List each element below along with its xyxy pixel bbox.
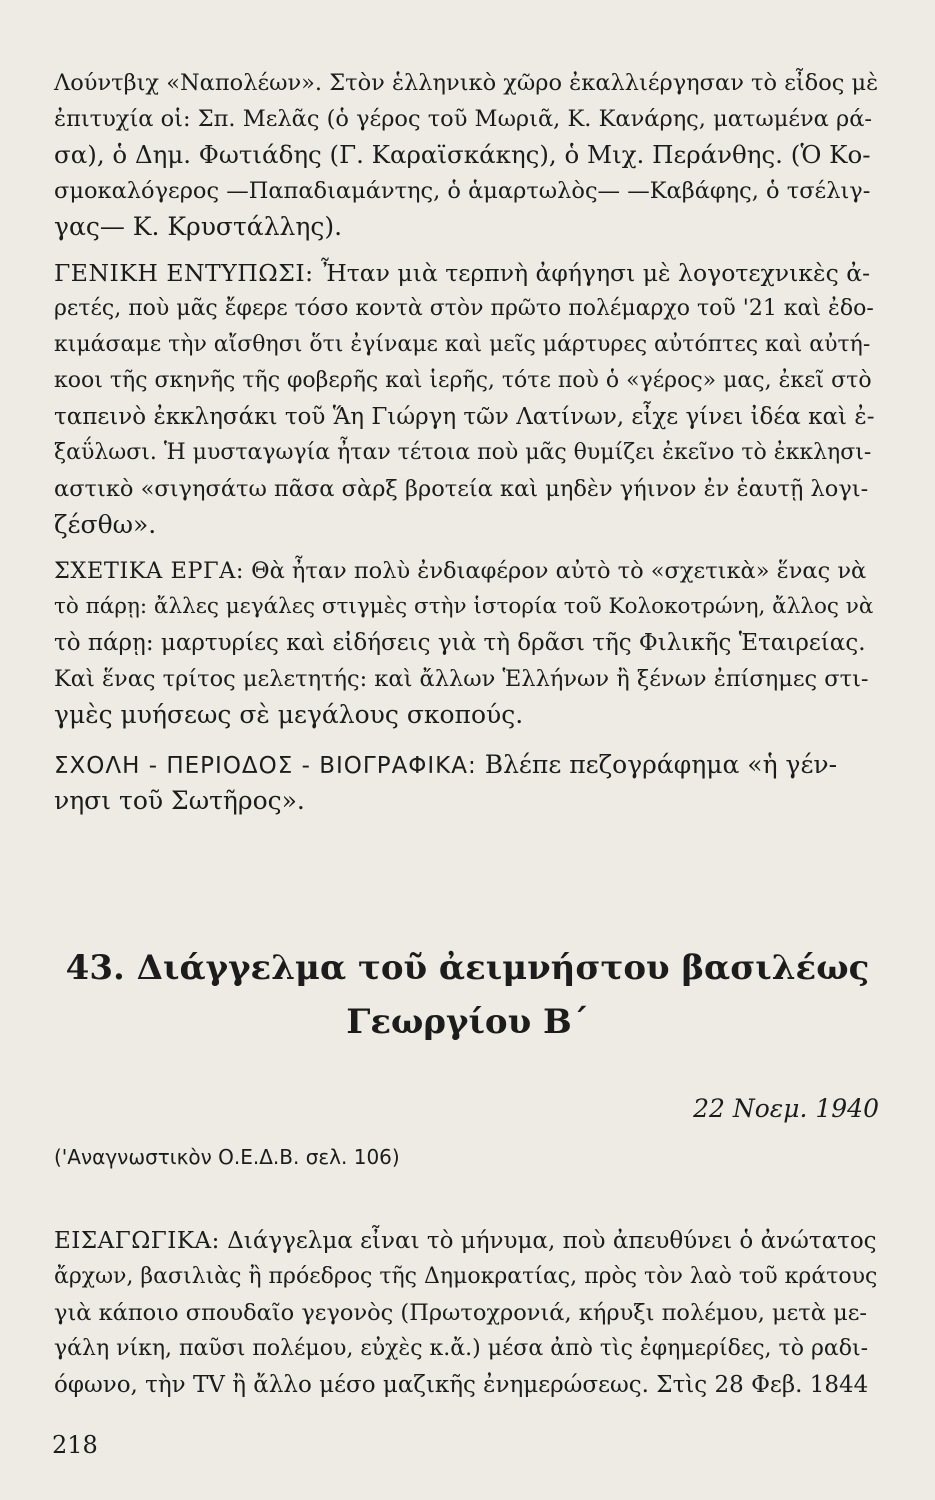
text-line: ζέσθω». xyxy=(54,510,157,539)
text-line: γας— Κ. Κρυστάλλης). xyxy=(54,212,343,241)
text-line: Καὶ ἕνας τρίτος μελετητής: καὶ ἄλλων Ἑλλήνων ἢ ξένων ἐπίσημες στι- xyxy=(54,666,869,692)
text-line: γμὲς μυήσεως σὲ μεγάλους σκοπούς. xyxy=(54,700,524,729)
section-label-works: ΣΧΕΤΙΚΑ ΕΡΓΑ: xyxy=(54,558,244,584)
text-line: αστικὸ «σιγησάτω πᾶσα σὰρξ βροτεία καὶ μηδὲν γήινον ἐν ἑαυτῇ λογι- xyxy=(54,476,869,502)
text-line: ταπεινὸ ἐκκλησάκι τοῦ Ἅη Γιώργη τῶν Λατίνων, εἶχε γίνει ἰδέα καὶ ἐ- xyxy=(54,404,875,430)
text-line: Λούντβιχ «Ναπολέων». Στὸν ἑλληνικὸ χῶρο ἐκαλλιέργησαν τὸ εἶδος μὲ xyxy=(54,70,879,96)
page-number: 218 xyxy=(52,1431,98,1459)
text-line: ξαΰλωσι. Ἡ μυσταγωγία ἦταν τέτοια ποὺ μᾶς θυμίζει ἐκεῖνο τὸ ἐκκλησι- xyxy=(54,440,872,465)
text-line: ἐπιτυχία οἱ: Σπ. Μελᾶς (ὁ γέρος τοῦ Μωριᾶ, Κ. Κανάρης, ματωμένα ρά- xyxy=(54,106,873,132)
text-line: όφωνο, τὴν TV ἢ ἄλλο μέσο μαζικῆς ἐνημερώσεως. Στὶς 28 Φεβ. 1844 xyxy=(54,1372,869,1398)
text-line: γιὰ κάποιο σπουδαῖο γεγονὸς (Πρωτοχρονιά, κήρυξι πολέμου, μετὰ με- xyxy=(54,1300,867,1326)
chapter-source: ('Αναγνωστικὸν Ο.Ε.Δ.Β. σελ. 106) xyxy=(54,1145,400,1169)
text-span: Βλέπε πεζογράφημα «ἡ γέν- xyxy=(484,750,838,779)
school-period-first-line xyxy=(54,750,880,781)
text-line: κοοι τῆς σκηνῆς τῆς φοβερῆς καὶ ἱερῆς, τότε ποὺ ὁ «γέρος» μας, ἐκεῖ στὸ xyxy=(54,368,872,393)
section-label-general: ΓΕΝΙΚΗ ΕΝΤΥΠΩΣΙ: xyxy=(54,259,314,287)
chapter-title-line-1: 43. Διάγγελμα τοῦ ἀειμνήστου βασιλέως xyxy=(65,948,870,988)
general-impression-first-line xyxy=(54,258,880,288)
related-works-first-line xyxy=(54,556,880,586)
introductory-first-line xyxy=(54,1226,880,1256)
text-line: σα), ὁ Δημ. Φωτιάδης (Γ. Καραϊσκάκης), ὁ Μιχ. Περάνθης. (Ὁ Κο- xyxy=(54,140,871,169)
text-span: Θὰ ἦταν πολὺ ἐνδιαφέρον αὐτὸ τὸ «σχετικὰ» ἕνας νὰ xyxy=(251,558,867,584)
text-line: τὸ πάρῃ: ἄλλες μεγάλες στιγμὲς στὴν ἱστορία τοῦ Κολοκοτρώνη, ἄλλος νὰ xyxy=(54,594,874,619)
text-line: κιμάσαμε τὴν αἴσθησι ὅτι ἐγίναμε καὶ μεῖς μάρτυρες αὐτόπτες καὶ αὐτή- xyxy=(54,332,871,357)
chapter-date: 22 Νοεμ. 1940 xyxy=(693,1094,879,1123)
text-line: τὸ πάρῃ: μαρτυρίες καὶ εἰδήσεις γιὰ τὴ δρᾶσι τῆς Φιλικῆς Ἑταιρείας. xyxy=(54,630,866,656)
text-span: Ἦταν μιὰ τερπνὴ ἀφήγησι μὲ λογοτεχνικὲς ἀ- xyxy=(321,259,871,287)
chapter-title-line-2: Γεωργίου Β΄ xyxy=(346,1002,589,1042)
text-line: νησι τοῦ Σωτῆρος». xyxy=(54,786,305,815)
text-line: σμοκαλόγερος —Παπαδιαμάντης, ὁ ἁμαρτωλὸς— —Καβάφης, ὁ τσέλιγ- xyxy=(54,178,871,204)
text-line: ἄρχων, βασιλιὰς ἢ πρόεδρος τῆς Δημοκρατίας, πρὸς τὸν λαὸ τοῦ κράτους xyxy=(54,1264,878,1289)
section-label-introductory: ΕΙΣΑΓΩΓΙΚΑ: xyxy=(54,1228,220,1254)
section-label-school: ΣΧΟΛΗ - ΠΕΡΙΟΔΟΣ - ΒΙΟΓΡΑΦΙΚΑ: xyxy=(54,753,477,779)
text-line: ρετές, ποὺ μᾶς ἔφερε τόσο κοντὰ στὸν πρῶτο πολέμαρχο τοῦ '21 καὶ ἐδο- xyxy=(54,296,874,321)
text-line: γάλη νίκη, παῦσι πολέμου, εὐχὲς κ.ἄ.) μέσα ἀπὸ τὶς ἐφημερίδες, τὸ ραδι- xyxy=(54,1336,869,1361)
text-span: Διάγγελμα εἶναι τὸ μήνυμα, ποὺ ἀπευθύνει ὁ ἀνώτατος xyxy=(227,1228,877,1254)
